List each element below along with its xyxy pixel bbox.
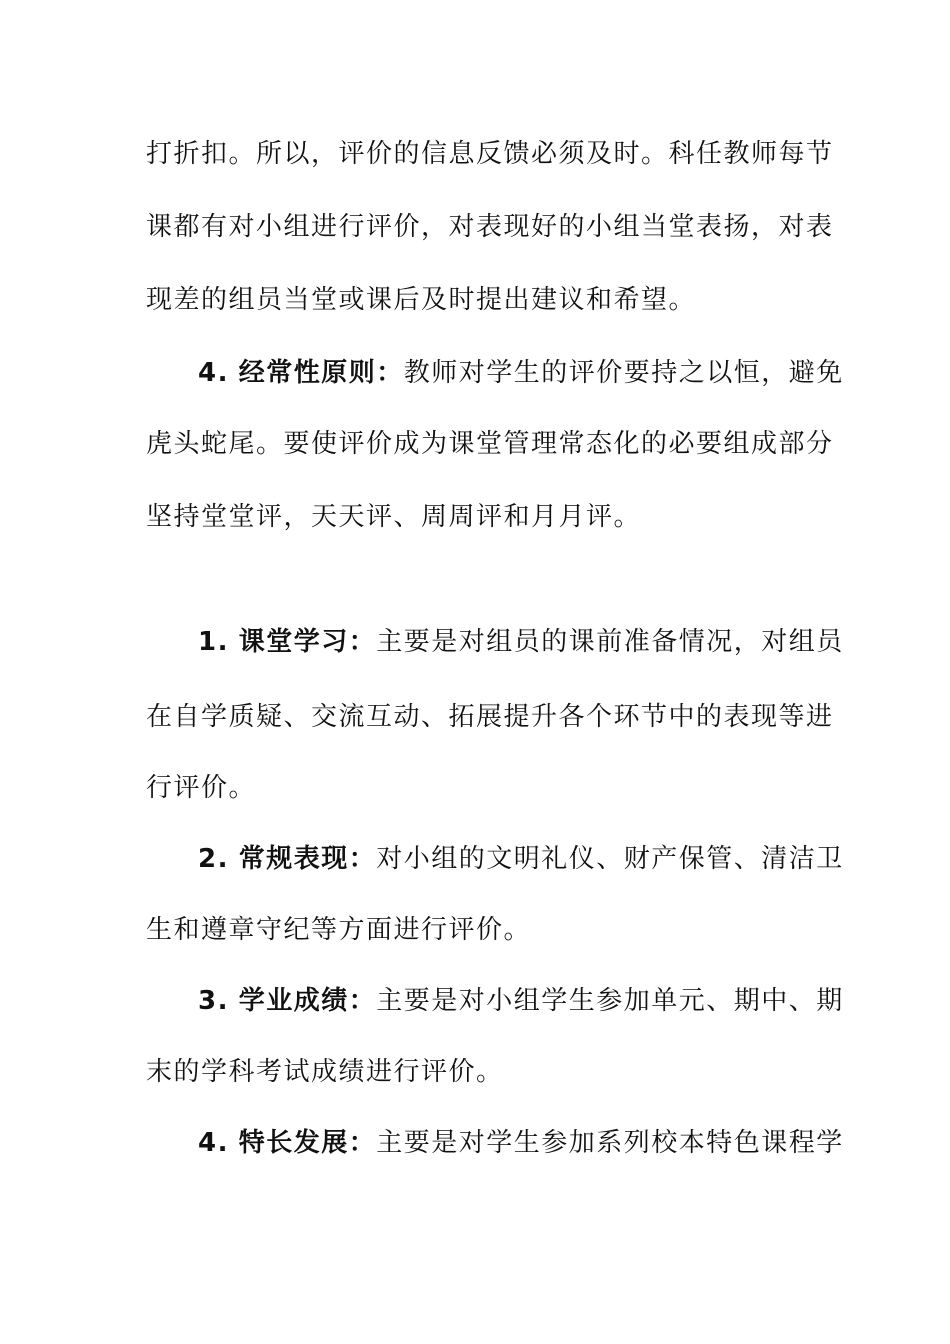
item-number: 4. [198,358,229,388]
text-line [146,1052,816,1092]
paragraph-text: 在自学质疑、交流互动、拓展提升各个环节中的表现等进 [146,702,834,732]
paragraph-text: 对小组的文明礼仪、财产保管、清洁卫 [376,844,844,874]
paragraph-text: 课都有对小组进行评价，对表现好的小组当堂表扬，对表 [146,212,834,242]
text-line [146,134,834,174]
text-line [146,768,816,808]
paragraph-text: 主要是对小组学生参加单元、期中、期 [376,986,844,1016]
item-number: 4. [198,1128,229,1158]
item-heading: 课堂学习： [238,627,377,657]
paragraph-text: 生和遵章守纪等方面进行评价。 [146,915,532,945]
paragraph-text: 打折扣。所以，评价的信息反馈必须及时。科任教师每节 [146,139,834,169]
paragraph-text: 教师对学生的评价要持之以恒，避免 [403,358,844,388]
paragraph-text: 主要是对组员的课前准备情况，对组员 [376,627,844,657]
text-line [146,910,816,950]
item-heading: 学业成绩： [238,986,377,1016]
text-line [146,280,816,320]
text-line [198,1123,844,1163]
text-line [146,697,834,737]
paragraph-text: 主要是对学生参加系列校本特色课程学 [376,1128,844,1158]
paragraph-text: 坚持堂堂评，天天评、周周评和月月评。 [146,502,642,532]
paragraph-text: 末的学科考试成绩进行评价。 [146,1057,504,1087]
text-line [198,839,844,879]
section-heading-line [172,560,842,600]
text-line [146,424,834,464]
paragraph-text: 虎头蛇尾。要使评价成为课堂管理常态化的必要组成部分 [146,429,834,459]
text-line [146,207,834,247]
text-line [146,497,816,537]
paragraph-text: 现差的组员当堂或课后及时提出建议和希望。 [146,285,697,315]
text-line [198,981,844,1021]
item-number: 2. [198,844,229,874]
text-line [198,622,844,662]
text-line [198,353,844,393]
item-heading: 常规表现： [238,844,377,874]
item-heading: 经常性原则： [238,358,404,388]
item-number: 3. [198,986,229,1016]
item-heading: 特长发展： [238,1128,377,1158]
item-number: 1. [198,627,229,657]
paragraph-text: 行评价。 [146,773,257,803]
